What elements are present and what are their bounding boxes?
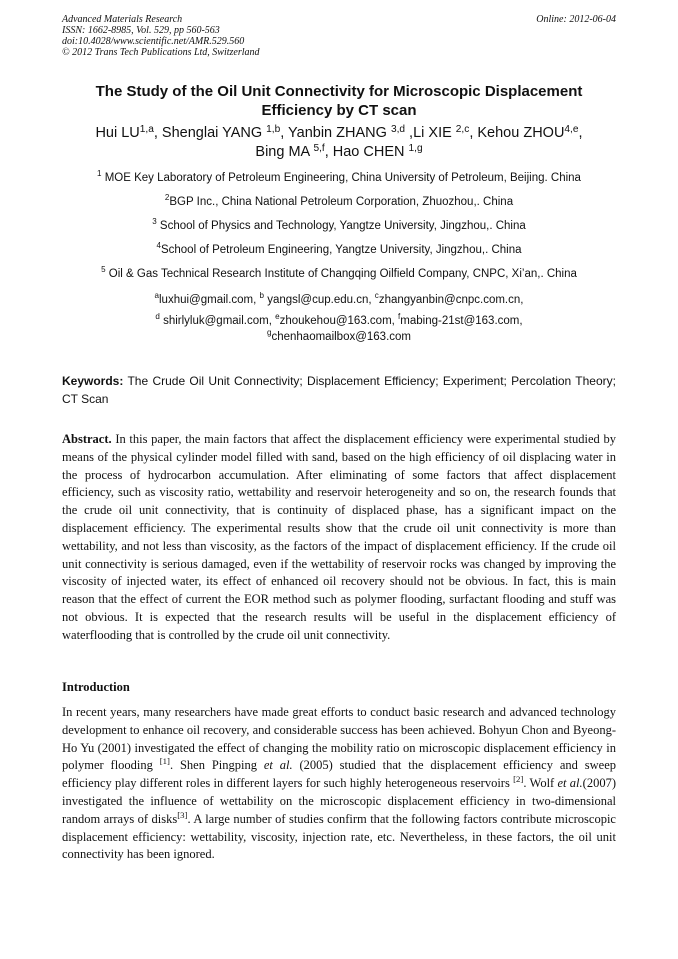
copyright-line: © 2012 Trans Tech Publications Ltd, Switzerland [62, 47, 260, 58]
email-address[interactable]: mabing-21st@163.com, [400, 315, 523, 327]
email-address[interactable]: yangsl@cup.edu.cn, [264, 294, 375, 306]
author-line-2 [62, 143, 616, 162]
paper-title [62, 82, 616, 120]
introduction-paragraph [62, 704, 616, 864]
journal-name: Advanced Materials Research [62, 14, 183, 25]
affiliation-list [62, 168, 616, 288]
keywords-text: The Crude Oil Unit Connectivity; Displacement Efficiency; Experiment; Percolation Theory; CT Scan [62, 374, 616, 406]
intro-text: (2005) studied that the displacement efficiency and sweep efficiency play different roles in different layers for such highly heterogeneous reservoirs [62, 758, 617, 791]
intro-text: . Shen Pingping [169, 758, 264, 773]
abstract-section [62, 431, 616, 645]
email-sup: d [155, 312, 160, 321]
citation-ref: [1] [159, 756, 170, 767]
affiliation-text: MOE Key Laboratory of Petroleum Engineering, China University of Petroleum, Beijing. China [101, 172, 581, 184]
author-sep: , [153, 125, 162, 141]
author-affil-sup: 5,f [313, 143, 325, 154]
email-address[interactable]: zhangyanbin@cnpc.com.cn, [378, 294, 524, 306]
email-sup: a [154, 291, 159, 300]
issn-line: ISSN: 1662-8985, Vol. 529, pp 560-563 [62, 25, 220, 36]
online-date: Online: 2012-06-04 [536, 14, 616, 25]
author-name: Kehou ZHOU [477, 125, 565, 141]
affiliation-item [62, 216, 616, 240]
author-affil-sup: 2,c [455, 124, 470, 135]
affiliation-text: School of Physics and Technology, Yangtze University, Jingzhou,. China [156, 220, 526, 232]
email-line-3 [62, 327, 616, 348]
affiliation-text: BGP Inc., China National Petroleum Corporation, Zhuozhou,. China [169, 196, 514, 208]
abstract-text: In this paper, the main factors that affect the displacement efficiency were experimental studied by means of the physical cylinder model filled with sand, based on the high efficiency of oil displacing water in the process of hydrocarbon accumulation. After eliminating of some factors that affect displacement efficiency, such as viscosity ratio, wettability and reservoir heterogeneity and so on, the research founds that the crude oil unit connectivity, that is continuity of displaced phase, has a significant impact on the displacement efficiency. The experimental results show that the crude oil unit connectivity is more than wettability, and not less than viscosity, as the factors of the impact of displacement efficiency. If the crude oil unit connectivity is serious damaged, even if the wettability of reservoir rocks was changed by improving the viscosity of injected water, its effect of enhanced oil recovery should not be obvious. In fact, this is main reason that the effect of current the EOR method such as polymer flooding, surfactant flooding and stuff was not obvious. It is expected that the research results will be useful in the displacement efficiency of waterflooding that is controlled by the crude oil unit connectivity. [62, 432, 616, 642]
affiliation-text: Oil & Gas Technical Research Institute of Changqing Oilfield Company, CNPC, Xi’an,. China [105, 268, 577, 280]
intro-text: In recent years, many researchers have made great efforts to conduct basic research and advanced technology development to enhance oil recovery, and considerable success has been achieved. Bohyun Chon and Byeong-Ho Yu (2001) investigated the effect of changing the mobility ratio on microscopic displacement efficiency in polymer flooding [62, 705, 616, 773]
keywords-label: Keywords: [62, 374, 124, 388]
affiliation-item [62, 168, 616, 192]
author-sep: , [578, 125, 583, 141]
email-address[interactable]: chenhaomailbox@163.com [271, 331, 412, 343]
intro-text: . A large number of studies confirm that the following factors contribute microscopic displacement efficiency: wettability, viscosity, injection rate, etc. Nevertheless, in these factors, the oil unit connectivity has been ignored. [62, 811, 616, 862]
email-sup: e [275, 312, 280, 321]
author-list [62, 124, 616, 162]
author-affil-sup: 4,e [564, 124, 579, 135]
author-affil-sup: 1,a [139, 124, 154, 135]
author-sep: , [469, 125, 478, 141]
email-list [62, 290, 616, 348]
email-sup: f [398, 312, 401, 321]
author-name: Hui LU [95, 125, 140, 141]
email-sup: g [266, 328, 272, 337]
author-sep: , [280, 125, 289, 141]
affiliation-item [62, 264, 616, 288]
et-al: et al. [263, 758, 293, 773]
title-line-2: Efficiency by CT scan [261, 102, 417, 119]
affiliation-item [62, 240, 616, 264]
citation-ref: [3] [177, 809, 188, 820]
author-name: Yanbin ZHANG [288, 125, 391, 141]
author-affil-sup: 3,d [390, 124, 406, 135]
journal-header [62, 14, 616, 58]
affiliation-text: School of Petroleum Engineering, Yangtze University, Jingzhou,. China [160, 244, 522, 256]
author-name: Shenglai YANG [161, 125, 267, 141]
abstract-label: Abstract. [62, 432, 112, 446]
affiliation-sup: 3 [152, 217, 157, 226]
introduction-heading: Introduction [62, 680, 130, 694]
author-sep: , [324, 144, 333, 160]
email-line-1 [62, 290, 616, 311]
email-sup: b [259, 291, 264, 300]
affiliation-sup: 2 [164, 193, 170, 202]
author-name: Bing MA [255, 144, 314, 160]
email-address[interactable]: shirlyluk@gmail.com, [159, 315, 276, 327]
affiliation-sup: 4 [156, 241, 161, 250]
author-line-1 [62, 124, 616, 143]
affiliation-sup: 1 [97, 169, 102, 178]
et-al: et al. [557, 776, 583, 791]
title-line-1: The Study of the Oil Unit Connectivity for Microscopic Displacement [95, 83, 583, 100]
author-affil-sup: 1,g [408, 143, 423, 154]
email-address[interactable]: luxhui@gmail.com, [159, 294, 260, 306]
intro-text: (2007) investigated the influence of wettability on the microscopic displacement efficiency in two-dimensional random arrays of disks [62, 776, 616, 826]
doi-line: doi:10.4028/www.scientific.net/AMR.529.560 [62, 36, 245, 47]
author-affil-sup: 1,b [266, 124, 281, 135]
email-address[interactable]: zhoukehou@163.com, [279, 315, 399, 327]
intro-text: . Wolf [523, 776, 558, 791]
author-name: Li XIE [413, 125, 456, 141]
email-sup: c [374, 291, 379, 300]
affiliation-sup: 5 [101, 265, 106, 274]
keywords-section [62, 372, 616, 408]
affiliation-item [62, 192, 616, 216]
author-sep: , [405, 125, 414, 141]
author-name: Hao CHEN [332, 144, 409, 160]
citation-ref: [2] [513, 774, 524, 785]
